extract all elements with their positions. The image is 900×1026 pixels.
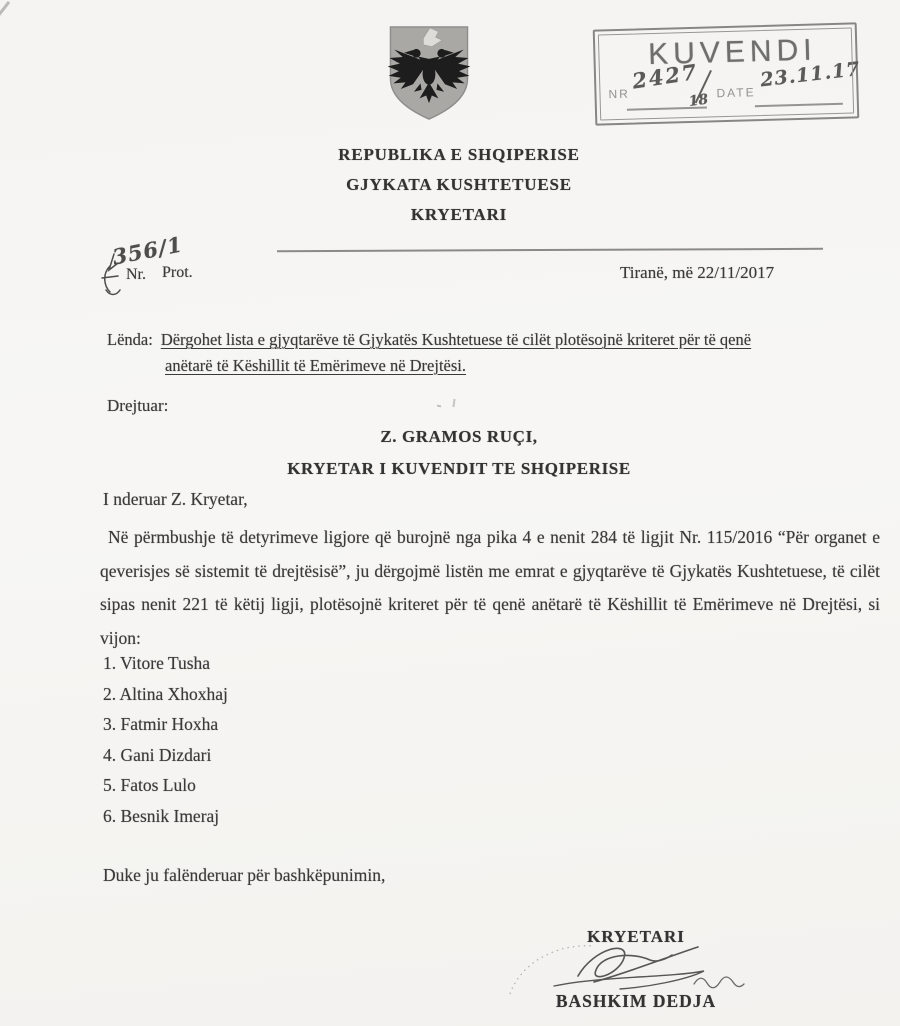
stamp-nr-label: NR [608,86,631,102]
protocol-suffix-label: Prot. [162,264,193,281]
closing-thanks: Duke ju falënderuar për bashkëpunimin, [103,865,386,885]
protocol-handwritten-number: 356/1 [110,231,185,270]
letterhead-line-republic: REPUBLIKA E SHQIPERISE [338,145,580,164]
salutation: I nderuar Z. Kryetar, [103,489,248,509]
subject-text-line2: anëtarë të Këshillit të Emërimeve në Drejtësi. [165,355,466,375]
stamp-nr-denominator: 18 [687,91,710,110]
judge-list-item: 3. Fatmir Hoxha [103,714,219,735]
signer-name: BASHKIM DEDJA [555,991,717,1011]
registry-stamp [593,22,860,125]
judge-list [103,648,228,832]
horizontal-rule [277,248,823,252]
scan-speck [437,405,441,408]
judge-list-item: 5. Fatos Lulo [103,775,196,796]
letterhead [0,140,900,230]
stamp-nr-handwritten: 2427 [630,58,700,94]
subject-block [107,327,879,378]
protocol-number-label: Nr. [126,266,146,283]
judge-list-item: 2. Altina Xhoxhaj [103,683,228,704]
judge-list-item: 4. Gani Dizdari [103,744,212,765]
stamp-date-handwritten: 23.11.17 [759,57,862,92]
subject-text-line1: Dërgohet lista e gjyqtarëve të Gjykatës Kushtetuese të cilët plotësojnë kriteret për të qenë [160,330,752,349]
body-paragraph: Në përmbushje të detyrimeve ligjore që burojnë nga pika 4 e nenit 284 të ligjit Nr. 115/2016 “Për organet e qeverisjes së sistemit të drejtësisë”, ju dërgojmë listën me emrat e gjyqtarëve të Gjykatës Kushtetuese, të cilët sipas nenit 221 të këtij ligji, plotësojnë kriteret për të qenë anëtarë të Këshillit të Emërimeve në Drejtësi, si vijon: [100,527,880,648]
scan-speck [452,399,455,407]
signer-title: KRYETARI [587,927,685,946]
place-and-date: Tiranë, më 22/11/2017 [620,263,775,282]
stamp-date-underline [755,103,843,107]
addressee-label: Drejtuar: [107,396,169,415]
handwritten-signature [498,938,774,998]
scan-artifact [0,1,10,17]
judge-list-item: 6. Besnik Imeraj [103,805,220,826]
subject-label: Lënda: [107,330,153,349]
judge-list-item: 1. Vitore Tusha [103,653,211,673]
addressee-name: Z. GRAMOS RUÇI, [380,427,538,446]
albania-coat-of-arms-icon [382,20,476,126]
letterhead-line-president: KRYETARI [410,205,508,224]
stamp-title: KUVENDI [647,33,817,72]
letterhead-line-court: GJYKATA KUSHTETUESE [346,175,572,194]
addressee-title: KRYETAR I KUVENDIT TE SHQIPERISE [287,459,631,478]
stamp-date-label: DATE [716,85,756,101]
